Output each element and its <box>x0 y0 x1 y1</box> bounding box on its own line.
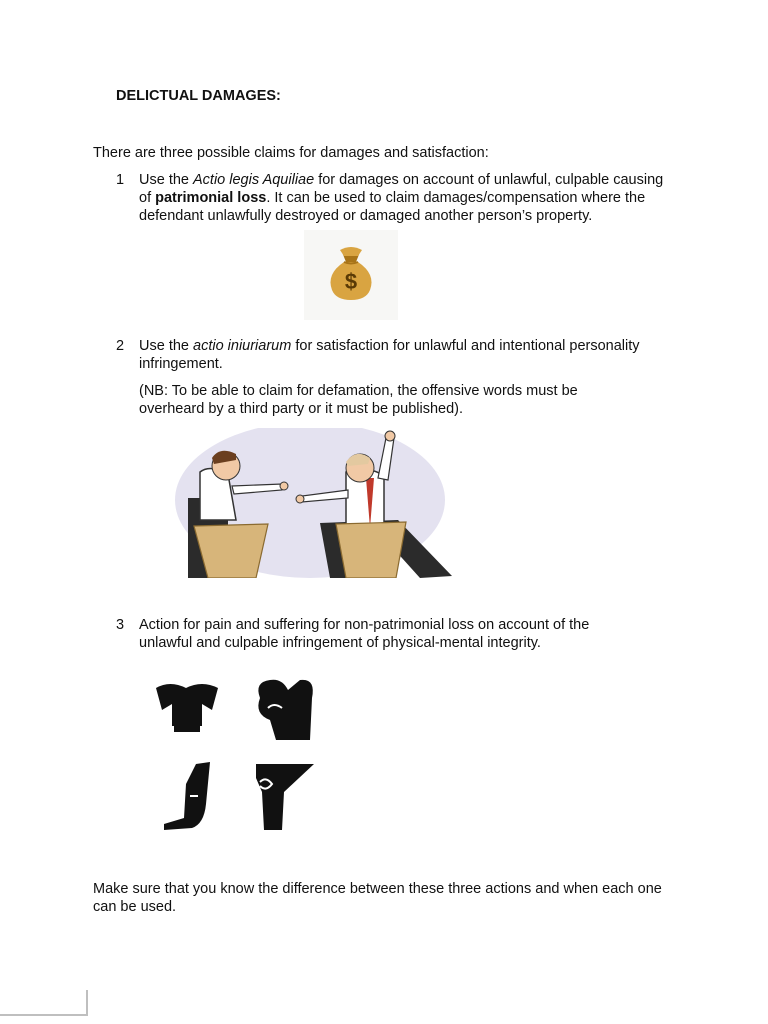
back-pain-icon <box>156 684 218 732</box>
closing-text: Make sure that you know the difference between these three actions and when each one can be used. <box>93 881 662 915</box>
item-3-text: Action for pain and suffering for non-patrimonial loss on account of the unlawful and culpable infringement of physical-mental integrity. <box>139 617 590 651</box>
money-bag-image <box>304 230 398 320</box>
money-bag-icon <box>304 230 398 320</box>
item-1-pre: Use the <box>139 172 193 188</box>
item-2-note: (NB: To be able to claim for defamation, the offensive words must be overheard by a third party or it must be published). <box>139 383 578 417</box>
leg-pain-icon <box>164 762 210 830</box>
intro-text: There are three possible claims for damages and satisfaction: <box>93 145 489 161</box>
arguing-people-icon <box>170 428 460 578</box>
money-symbol: $ <box>344 269 358 294</box>
page-title: DELICTUAL DAMAGES: <box>116 88 281 104</box>
argument-illustration <box>170 428 460 578</box>
item-3-number: 3 <box>116 617 125 633</box>
hip-pain-icon <box>256 764 314 830</box>
pain-icons-group <box>150 674 320 834</box>
page-corner-mark <box>0 990 88 1016</box>
item-2-post: for satisfaction for unlawful and intentional personality infringement. <box>139 338 640 372</box>
item-1-mid: for damages on account of unlawful, culpable causing of <box>139 172 664 206</box>
item-2-italic: actio iniuriarum <box>193 338 292 354</box>
item-2-text <box>139 337 679 373</box>
item-1-text <box>139 171 679 225</box>
item-1-italic: Actio legis Aquiliae <box>193 172 315 188</box>
item-1-bold: patrimonial loss <box>155 190 267 206</box>
pain-icons-svg <box>150 674 320 834</box>
item-1-number: 1 <box>116 172 125 188</box>
shoulder-pain-icon <box>258 680 312 740</box>
item-1-post: . It can be used to claim damages/compensation where the defendant unlawfully destroyed or damaged another person’s property. <box>139 190 646 224</box>
item-2-pre: Use the <box>139 338 193 354</box>
item-2-number: 2 <box>116 338 125 354</box>
